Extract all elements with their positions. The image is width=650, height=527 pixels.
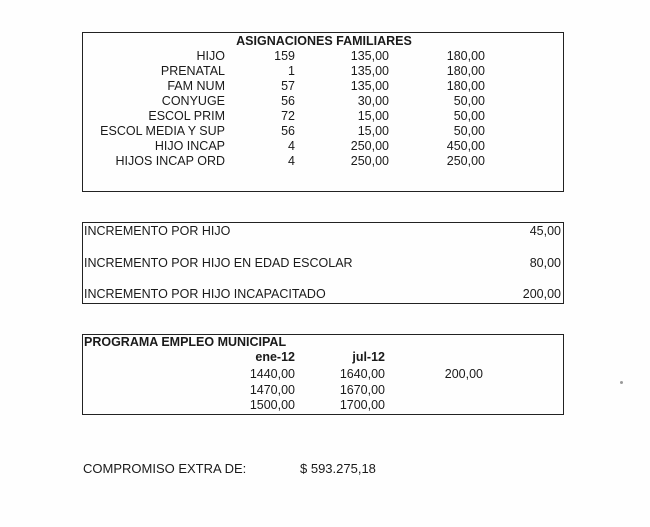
row-count: 4 xyxy=(288,154,295,168)
table-row xyxy=(83,154,565,169)
row-value-1: 15,00 xyxy=(357,109,389,123)
row-count: 4 xyxy=(288,139,295,153)
table-row xyxy=(83,79,565,94)
row-count: 56 xyxy=(281,124,295,138)
table-row xyxy=(83,124,565,139)
row-value-1: 250,00 xyxy=(350,139,389,153)
row-value-2: 180,00 xyxy=(446,79,485,93)
programa-title: PROGRAMA EMPLEO MUNICIPAL xyxy=(84,335,287,349)
row-value-2: 180,00 xyxy=(446,49,485,63)
increment-value: 200,00 xyxy=(522,287,561,301)
table-row xyxy=(83,109,565,124)
table-row xyxy=(83,367,563,382)
table-row xyxy=(83,287,563,303)
row-value-1: 15,00 xyxy=(357,124,389,138)
cell-extra: 200,00 xyxy=(444,367,483,381)
programa-empleo-table xyxy=(82,334,564,415)
table-row xyxy=(83,49,565,64)
table-row xyxy=(83,256,563,272)
increment-label: INCREMENTO POR HIJO xyxy=(84,224,231,238)
row-value-1: 250,00 xyxy=(350,154,389,168)
row-value-1: 135,00 xyxy=(350,64,389,78)
row-value-2: 450,00 xyxy=(446,139,485,153)
compromiso-label: COMPROMISO EXTRA DE: xyxy=(83,461,247,476)
asignaciones-familiares-table xyxy=(82,32,564,192)
row-label: HIJO INCAP xyxy=(154,139,225,153)
incrementos-table xyxy=(82,222,564,304)
cell-ene: 1440,00 xyxy=(249,367,295,381)
header-row xyxy=(83,350,563,365)
row-label: ESCOL MEDIA Y SUP xyxy=(100,124,225,138)
row-label: FAM NUM xyxy=(167,79,225,93)
row-value-2: 50,00 xyxy=(453,94,485,108)
row-label: HIJO xyxy=(196,49,225,63)
row-count: 56 xyxy=(281,94,295,108)
increment-value: 80,00 xyxy=(529,256,561,270)
table-row xyxy=(83,398,563,413)
row-label: HIJOS INCAP ORD xyxy=(115,154,225,168)
row-count: 1 xyxy=(288,64,295,78)
row-value-1: 30,00 xyxy=(357,94,389,108)
row-count: 72 xyxy=(281,109,295,123)
cell-jul: 1640,00 xyxy=(339,367,385,381)
row-label: ESCOL PRIM xyxy=(148,109,225,123)
increment-label: INCREMENTO POR HIJO EN EDAD ESCOLAR xyxy=(84,256,353,270)
table-row xyxy=(83,64,565,79)
cell-jul: 1670,00 xyxy=(339,383,385,397)
column-header-jul: jul-12 xyxy=(352,350,385,364)
row-value-1: 135,00 xyxy=(350,49,389,63)
increment-value: 45,00 xyxy=(529,224,561,238)
row-label: PRENATAL xyxy=(160,64,225,78)
table-row xyxy=(83,139,565,154)
cell-jul: 1700,00 xyxy=(339,398,385,412)
table-row xyxy=(83,94,565,109)
table-row xyxy=(83,383,563,398)
row-value-2: 50,00 xyxy=(453,109,485,123)
column-header-ene: ene-12 xyxy=(255,350,295,364)
row-value-2: 50,00 xyxy=(453,124,485,138)
table-row xyxy=(83,224,563,240)
scan-speck xyxy=(620,381,623,384)
row-count: 159 xyxy=(274,49,295,63)
asignaciones-title: ASIGNACIONES FAMILIARES xyxy=(236,34,412,48)
row-label: CONYUGE xyxy=(161,94,225,108)
increment-label: INCREMENTO POR HIJO INCAPACITADO xyxy=(84,287,326,301)
row-count: 57 xyxy=(281,79,295,93)
cell-ene: 1470,00 xyxy=(249,383,295,397)
row-value-1: 135,00 xyxy=(350,79,389,93)
compromiso-amount: $ 593.275,18 xyxy=(300,461,376,476)
row-value-2: 180,00 xyxy=(446,64,485,78)
row-value-2: 250,00 xyxy=(446,154,485,168)
cell-ene: 1500,00 xyxy=(249,398,295,412)
